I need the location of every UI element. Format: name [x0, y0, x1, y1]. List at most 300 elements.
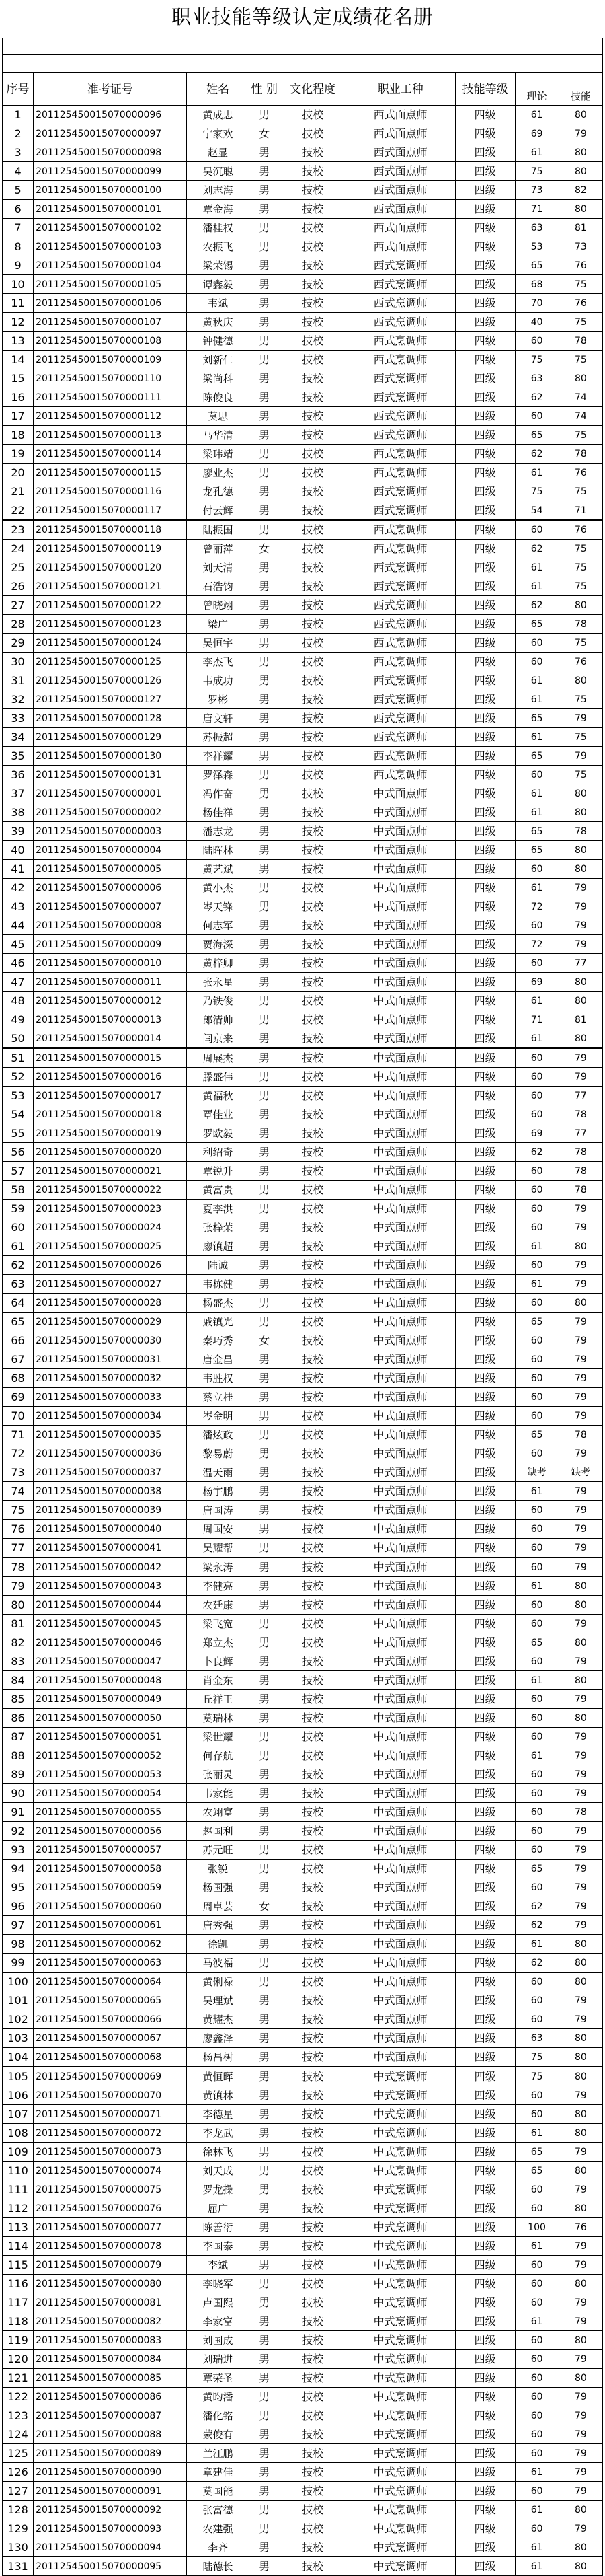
- occupation-cell: 中式面点师: [346, 1029, 455, 1049]
- level-cell: 四级: [455, 897, 515, 916]
- seq-cell: 35: [3, 747, 34, 766]
- name-cell: 梁荣锡: [187, 256, 249, 275]
- seq-cell: 26: [3, 577, 34, 596]
- table-row: [3, 1048, 603, 1068]
- gender-cell: 男: [249, 1615, 280, 1633]
- occupation-cell: 中式烹调师: [346, 2425, 455, 2444]
- exam-no-cell: 201125450015070000007: [34, 897, 187, 916]
- exam-no-cell: 201125450015070000075: [34, 2180, 187, 2199]
- gender-cell: 男: [249, 2086, 280, 2105]
- table-row: [3, 841, 603, 860]
- gender-cell: 男: [249, 709, 280, 728]
- seq-cell: 74: [3, 1482, 34, 1501]
- education-cell: 技校: [280, 671, 346, 690]
- level-cell: 四级: [455, 2218, 515, 2237]
- skill-score-cell: 80: [559, 841, 602, 860]
- exam-no-cell: 201125450015070000046: [34, 1633, 187, 1652]
- skill-score-cell: 79: [559, 1746, 602, 1765]
- level-cell: 四级: [455, 1237, 515, 1256]
- seq-cell: 12: [3, 313, 34, 332]
- education-cell: 技校: [280, 2350, 346, 2369]
- table-row: [3, 1369, 603, 1388]
- skill-score-cell: 80: [559, 803, 602, 822]
- theory-score-cell: 61: [515, 690, 559, 709]
- skill-score-cell: 79: [559, 1275, 602, 1294]
- name-cell: 郑立杰: [187, 1633, 249, 1652]
- header-name: 姓名: [187, 73, 249, 106]
- table-header-row: [3, 73, 603, 87]
- education-cell: 技校: [280, 1105, 346, 1124]
- occupation-cell: 西式烹调师: [346, 615, 455, 634]
- seq-cell: 119: [3, 2331, 34, 2350]
- theory-score-cell: 60: [515, 1048, 559, 1068]
- exam-no-cell: 201125450015070000069: [34, 2067, 187, 2086]
- exam-no-cell: 201125450015070000014: [34, 1029, 187, 1049]
- occupation-cell: 中式面点师: [346, 1935, 455, 1954]
- level-cell: 四级: [455, 294, 515, 313]
- gender-cell: 男: [249, 2124, 280, 2143]
- level-cell: 四级: [455, 1784, 515, 1803]
- education-cell: 技校: [280, 237, 346, 256]
- exam-no-cell: 201125450015070000003: [34, 822, 187, 841]
- seq-cell: 22: [3, 501, 34, 521]
- level-cell: 四级: [455, 1331, 515, 1350]
- name-cell: 刘新仁: [187, 351, 249, 369]
- score-table: [2, 73, 603, 2576]
- education-cell: 技校: [280, 2482, 346, 2501]
- seq-cell: 30: [3, 653, 34, 671]
- table-row: [3, 256, 603, 275]
- theory-score-cell: 60: [515, 1369, 559, 1388]
- level-cell: 四级: [455, 2162, 515, 2180]
- exam-no-cell: 201125450015070000089: [34, 2444, 187, 2463]
- seq-cell: 78: [3, 1557, 34, 1577]
- exam-no-cell: 201125450015070000070: [34, 2086, 187, 2105]
- skill-score-cell: 80: [559, 596, 602, 615]
- skill-score-cell: 79: [559, 1539, 602, 1558]
- level-cell: 四级: [455, 1746, 515, 1765]
- education-cell: 技校: [280, 1218, 346, 1237]
- seq-cell: 41: [3, 860, 34, 879]
- seq-cell: 87: [3, 1728, 34, 1746]
- gender-cell: 男: [249, 1010, 280, 1029]
- theory-score-cell: 60: [515, 1728, 559, 1746]
- exam-no-cell: 201125450015070000001: [34, 784, 187, 803]
- skill-score-cell: 79: [559, 1388, 602, 1407]
- level-cell: 四级: [455, 1444, 515, 1463]
- occupation-cell: 中式面点师: [346, 1010, 455, 1029]
- occupation-cell: 西式面点师: [346, 143, 455, 162]
- seq-cell: 13: [3, 332, 34, 351]
- table-row: [3, 2444, 603, 2463]
- gender-cell: 男: [249, 501, 280, 521]
- occupation-cell: 西式烹调师: [346, 671, 455, 690]
- gender-cell: 男: [249, 1652, 280, 1671]
- gender-cell: 男: [249, 2312, 280, 2331]
- level-cell: 四级: [455, 1557, 515, 1577]
- level-cell: 四级: [455, 1256, 515, 1275]
- level-cell: 四级: [455, 1143, 515, 1162]
- occupation-cell: 西式烹调师: [346, 294, 455, 313]
- occupation-cell: 中式面点师: [346, 879, 455, 897]
- seq-cell: 69: [3, 1388, 34, 1407]
- theory-score-cell: 61: [515, 577, 559, 596]
- gender-cell: 男: [249, 351, 280, 369]
- name-cell: 李杰飞: [187, 653, 249, 671]
- name-cell: 刘瑞进: [187, 2350, 249, 2369]
- occupation-cell: 西式烹调师: [346, 690, 455, 709]
- table-row: [3, 1991, 603, 2010]
- skill-score-cell: 75: [559, 634, 602, 653]
- seq-cell: 2: [3, 124, 34, 143]
- exam-no-cell: 201125450015070000058: [34, 1860, 187, 1878]
- seq-cell: 50: [3, 1029, 34, 1049]
- skill-score-cell: 79: [559, 2293, 602, 2312]
- exam-no-cell: 201125450015070000030: [34, 1331, 187, 1350]
- gender-cell: 男: [249, 1596, 280, 1615]
- gender-cell: 男: [249, 1124, 280, 1143]
- theory-score-cell: 75: [515, 162, 559, 181]
- exam-no-cell: 201125450015070000005: [34, 860, 187, 879]
- gender-cell: 男: [249, 520, 280, 540]
- occupation-cell: 中式烹调师: [346, 2275, 455, 2293]
- gender-cell: 男: [249, 1369, 280, 1388]
- occupation-cell: 西式烹调师: [346, 728, 455, 747]
- table-row: [3, 671, 603, 690]
- occupation-cell: 中式面点师: [346, 1633, 455, 1652]
- theory-score-cell: 61: [515, 879, 559, 897]
- skill-score-cell: 78: [559, 445, 602, 464]
- theory-score-cell: 60: [515, 1350, 559, 1369]
- table-row: [3, 1256, 603, 1275]
- occupation-cell: 中式面点师: [346, 1897, 455, 1916]
- table-row: [3, 1388, 603, 1407]
- name-cell: 黄耀杰: [187, 2010, 249, 2029]
- seq-cell: 85: [3, 1690, 34, 1709]
- skill-score-cell: 79: [559, 1501, 602, 1520]
- table-row: [3, 1803, 603, 1822]
- skill-score-cell: 79: [559, 1615, 602, 1633]
- gender-cell: 男: [249, 2218, 280, 2237]
- level-cell: 四级: [455, 2143, 515, 2162]
- skill-score-cell: 80: [559, 1973, 602, 1991]
- gender-cell: 男: [249, 2048, 280, 2067]
- level-cell: 四级: [455, 106, 515, 124]
- skill-score-cell: 79: [559, 124, 602, 143]
- seq-cell: 117: [3, 2293, 34, 2312]
- theory-score-cell: 62: [515, 1954, 559, 1973]
- gender-cell: 男: [249, 313, 280, 332]
- seq-cell: 109: [3, 2143, 34, 2162]
- exam-no-cell: 201125450015070000087: [34, 2406, 187, 2425]
- level-cell: 四级: [455, 2538, 515, 2557]
- skill-score-cell: 79: [559, 1200, 602, 1218]
- table-row: [3, 2482, 603, 2501]
- occupation-cell: 西式面点师: [346, 237, 455, 256]
- table-row: [3, 219, 603, 237]
- skill-score-cell: 75: [559, 426, 602, 445]
- table-row: [3, 2048, 603, 2067]
- gender-cell: 男: [249, 1237, 280, 1256]
- table-row: [3, 1746, 603, 1765]
- exam-no-cell: 201125450015070000038: [34, 1482, 187, 1501]
- exam-no-cell: 201125450015070000084: [34, 2350, 187, 2369]
- occupation-cell: 中式面点师: [346, 1709, 455, 1728]
- occupation-cell: 中式烹调师: [346, 2406, 455, 2425]
- gender-cell: 男: [249, 464, 280, 482]
- name-cell: 温天雨: [187, 1463, 249, 1482]
- name-cell: 徐林飞: [187, 2143, 249, 2162]
- name-cell: 张梓荣: [187, 1218, 249, 1237]
- name-cell: 潘炫政: [187, 1426, 249, 1444]
- skill-score-cell: 79: [559, 1728, 602, 1746]
- theory-score-cell: 60: [515, 2331, 559, 2350]
- occupation-cell: 中式烹调师: [346, 2067, 455, 2086]
- education-cell: 技校: [280, 200, 346, 219]
- name-cell: 李齐: [187, 2538, 249, 2557]
- education-cell: 技校: [280, 2444, 346, 2463]
- name-cell: 刘天清: [187, 558, 249, 577]
- skill-score-cell: 79: [559, 2444, 602, 2463]
- table-row: [3, 992, 603, 1010]
- name-cell: 廖鑫泽: [187, 2029, 249, 2048]
- name-cell: 吴理斌: [187, 1991, 249, 2010]
- table-row: [3, 1029, 603, 1049]
- seq-cell: 62: [3, 1256, 34, 1275]
- name-cell: 戚镇光: [187, 1313, 249, 1331]
- table-row: [3, 351, 603, 369]
- occupation-cell: 中式面点师: [346, 1746, 455, 1765]
- occupation-cell: 中式面点师: [346, 1878, 455, 1897]
- table-row: [3, 634, 603, 653]
- skill-score-cell: 79: [559, 1444, 602, 1463]
- gender-cell: 男: [249, 954, 280, 973]
- seq-cell: 59: [3, 1200, 34, 1218]
- exam-no-cell: 201125450015070000116: [34, 482, 187, 501]
- name-cell: 莫国能: [187, 2482, 249, 2501]
- table-row: [3, 2557, 603, 2576]
- name-cell: 岑金明: [187, 1407, 249, 1426]
- theory-score-cell: 60: [515, 1520, 559, 1539]
- gender-cell: 男: [249, 2425, 280, 2444]
- occupation-cell: 中式面点师: [346, 1105, 455, 1124]
- theory-score-cell: 65: [515, 1860, 559, 1878]
- skill-score-cell: 75: [559, 558, 602, 577]
- table-row: [3, 822, 603, 841]
- seq-cell: 114: [3, 2237, 34, 2256]
- seq-cell: 27: [3, 596, 34, 615]
- occupation-cell: 中式面点师: [346, 1615, 455, 1633]
- exam-no-cell: 201125450015070000006: [34, 879, 187, 897]
- name-cell: 张丽灵: [187, 1765, 249, 1784]
- education-cell: 技校: [280, 162, 346, 181]
- theory-score-cell: 61: [515, 2124, 559, 2143]
- theory-score-cell: 60: [515, 2010, 559, 2029]
- seq-cell: 7: [3, 219, 34, 237]
- exam-no-cell: 201125450015070000113: [34, 426, 187, 445]
- theory-score-cell: 60: [515, 2482, 559, 2501]
- table-row: [3, 860, 603, 879]
- exam-no-cell: 201125450015070000107: [34, 313, 187, 332]
- skill-score-cell: 79: [559, 2143, 602, 2162]
- theory-score-cell: 60: [515, 1557, 559, 1577]
- exam-no-cell: 201125450015070000033: [34, 1388, 187, 1407]
- level-cell: 四级: [455, 1087, 515, 1105]
- table-row: [3, 1596, 603, 1615]
- education-cell: 技校: [280, 1935, 346, 1954]
- level-cell: 四级: [455, 1822, 515, 1841]
- occupation-cell: 西式烹调师: [346, 558, 455, 577]
- education-cell: 技校: [280, 577, 346, 596]
- skill-score-cell: 79: [559, 1897, 602, 1916]
- theory-score-cell: 60: [515, 634, 559, 653]
- table-row: [3, 1275, 603, 1294]
- education-cell: 技校: [280, 2162, 346, 2180]
- gender-cell: 男: [249, 784, 280, 803]
- occupation-cell: 中式面点师: [346, 1068, 455, 1087]
- theory-score-cell: 75: [515, 2067, 559, 2086]
- level-cell: 四级: [455, 369, 515, 388]
- exam-no-cell: 201125450015070000124: [34, 634, 187, 653]
- occupation-cell: 西式烹调师: [346, 577, 455, 596]
- gender-cell: 男: [249, 577, 280, 596]
- table-row: [3, 1105, 603, 1124]
- exam-no-cell: 201125450015070000120: [34, 558, 187, 577]
- level-cell: 四级: [455, 143, 515, 162]
- level-cell: 四级: [455, 2275, 515, 2293]
- exam-no-cell: 201125450015070000071: [34, 2105, 187, 2124]
- table-row: [3, 2275, 603, 2293]
- seq-cell: 107: [3, 2105, 34, 2124]
- theory-score-cell: 60: [515, 1162, 559, 1181]
- table-row: [3, 2463, 603, 2482]
- skill-score-cell: 80: [559, 1633, 602, 1652]
- exam-no-cell: 201125450015070000053: [34, 1765, 187, 1784]
- theory-score-cell: 65: [515, 1426, 559, 1444]
- theory-score-cell: 69: [515, 124, 559, 143]
- level-cell: 四级: [455, 2124, 515, 2143]
- name-cell: 农翊富: [187, 1803, 249, 1822]
- table-row: [3, 784, 603, 803]
- level-cell: 四级: [455, 2501, 515, 2519]
- skill-score-cell: 75: [559, 577, 602, 596]
- gender-cell: 男: [249, 766, 280, 784]
- gender-cell: 男: [249, 2237, 280, 2256]
- theory-score-cell: 60: [515, 766, 559, 784]
- table-row: [3, 2143, 603, 2162]
- table-row: [3, 653, 603, 671]
- level-cell: 四级: [455, 200, 515, 219]
- table-row: [3, 1860, 603, 1878]
- gender-cell: 男: [249, 2501, 280, 2519]
- table-row: [3, 1728, 603, 1746]
- gender-cell: 男: [249, 1991, 280, 2010]
- table-row: [3, 445, 603, 464]
- table-row: [3, 1068, 603, 1087]
- level-cell: 四级: [455, 1935, 515, 1954]
- name-cell: 黄梓卿: [187, 954, 249, 973]
- level-cell: 四级: [455, 879, 515, 897]
- skill-score-cell: 79: [559, 2256, 602, 2275]
- skill-score-cell: 79: [559, 1557, 602, 1577]
- theory-score-cell: 60: [515, 1444, 559, 1463]
- seq-cell: 108: [3, 2124, 34, 2143]
- roster-sheet: [2, 38, 603, 2576]
- education-cell: 技校: [280, 124, 346, 143]
- seq-cell: 70: [3, 1407, 34, 1426]
- gender-cell: 男: [249, 1407, 280, 1426]
- seq-cell: 75: [3, 1501, 34, 1520]
- level-cell: 四级: [455, 1068, 515, 1087]
- education-cell: 技校: [280, 426, 346, 445]
- theory-score-cell: 60: [515, 520, 559, 540]
- score-table-body: [3, 73, 603, 2576]
- gender-cell: 男: [249, 1633, 280, 1652]
- name-cell: 龙孔德: [187, 482, 249, 501]
- theory-score-cell: 60: [515, 2350, 559, 2369]
- level-cell: 四级: [455, 860, 515, 879]
- gender-cell: 男: [249, 2406, 280, 2425]
- theory-score-cell: 61: [515, 2557, 559, 2576]
- name-cell: 徐凯: [187, 1935, 249, 1954]
- theory-score-cell: 60: [515, 954, 559, 973]
- name-cell: 黄富贵: [187, 1181, 249, 1200]
- exam-no-cell: 201125450015070000105: [34, 275, 187, 294]
- skill-score-cell: 79: [559, 2425, 602, 2444]
- exam-no-cell: 201125450015070000126: [34, 671, 187, 690]
- gender-cell: 男: [249, 1200, 280, 1218]
- seq-cell: 110: [3, 2162, 34, 2180]
- occupation-cell: 中式面点师: [346, 1162, 455, 1181]
- table-row: [3, 954, 603, 973]
- education-cell: 技校: [280, 1878, 346, 1897]
- education-cell: 技校: [280, 1331, 346, 1350]
- table-row: [3, 1124, 603, 1143]
- seq-cell: 67: [3, 1350, 34, 1369]
- gender-cell: 男: [249, 2143, 280, 2162]
- level-cell: 四级: [455, 2425, 515, 2444]
- occupation-cell: 中式烹调师: [346, 2237, 455, 2256]
- exam-no-cell: 201125450015070000103: [34, 237, 187, 256]
- education-cell: 技校: [280, 1916, 346, 1935]
- level-cell: 四级: [455, 2350, 515, 2369]
- theory-score-cell: 60: [515, 2388, 559, 2406]
- gender-cell: 男: [249, 275, 280, 294]
- skill-score-cell: 75: [559, 313, 602, 332]
- education-cell: 技校: [280, 1369, 346, 1388]
- occupation-cell: 西式烹调师: [346, 256, 455, 275]
- name-cell: 曾丽萍: [187, 540, 249, 558]
- gender-cell: 男: [249, 1784, 280, 1803]
- education-cell: 技校: [280, 181, 346, 200]
- table-row: [3, 2180, 603, 2199]
- level-cell: 四级: [455, 1369, 515, 1388]
- header-level: 技能等级: [455, 73, 515, 106]
- gender-cell: 男: [249, 1520, 280, 1539]
- occupation-cell: 中式面点师: [346, 935, 455, 954]
- skill-score-cell: 76: [559, 464, 602, 482]
- table-row: [3, 747, 603, 766]
- seq-cell: 58: [3, 1181, 34, 1200]
- education-cell: 技校: [280, 803, 346, 822]
- level-cell: 四级: [455, 1275, 515, 1294]
- exam-no-cell: 201125450015070000083: [34, 2331, 187, 2350]
- level-cell: 四级: [455, 1029, 515, 1049]
- skill-score-cell: 76: [559, 294, 602, 313]
- header-score-group: [515, 73, 603, 87]
- gender-cell: 男: [249, 1181, 280, 1200]
- education-cell: 技校: [280, 106, 346, 124]
